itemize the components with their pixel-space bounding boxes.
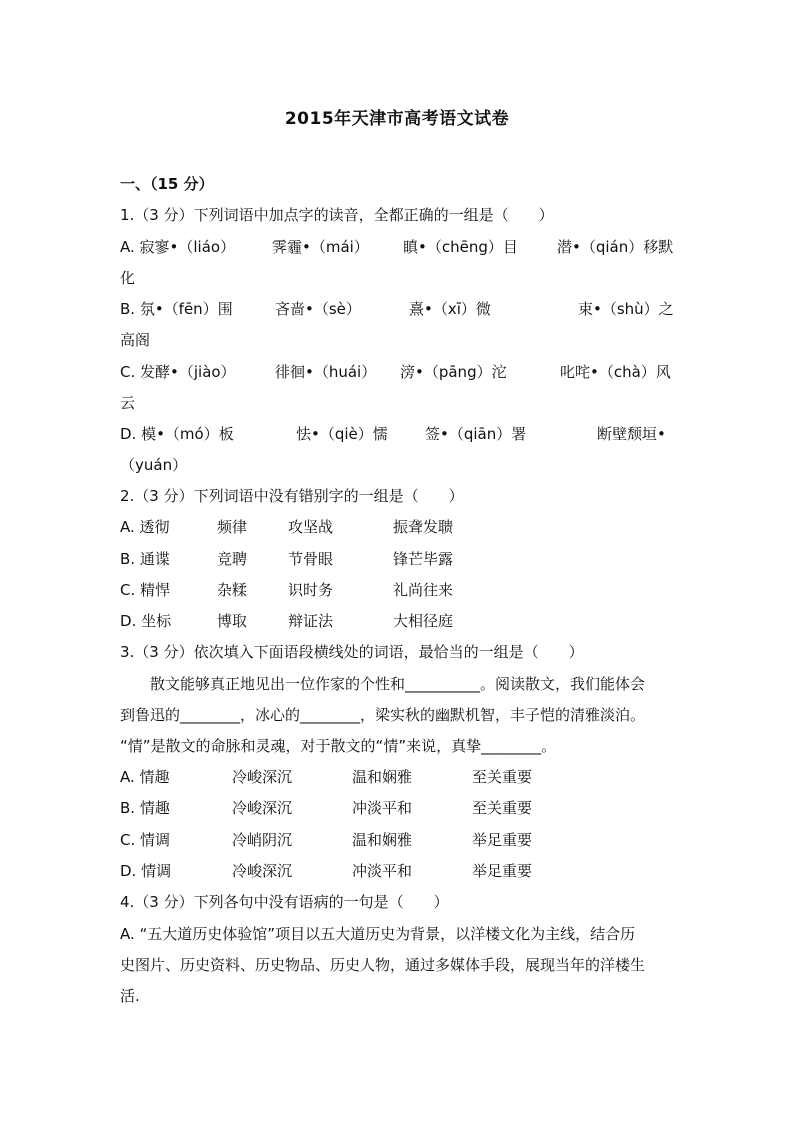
q1-d-item-2: 怯•（qiè）懦 xyxy=(296,425,388,443)
q3-a-item-4: 至关重要 xyxy=(472,768,533,786)
q3-passage-line-1: 散文能够真正地见出一位作家的个性和__________。阅读散文，我们能体会 xyxy=(150,675,646,693)
q1-option-d-cont: （yuán） xyxy=(120,456,188,474)
q1-stem: 1.（3 分）下列词语中加点字的读音，全都正确的一组是（ ） xyxy=(120,206,554,224)
q1-option-b-cont: 高阁 xyxy=(120,331,151,349)
q3-passage-line-3: “情”是散文的命脉和灵魂，对于散文的“情”来说，真挚________。 xyxy=(120,737,557,755)
q1-a-item-4: 潜•（qián）移默 xyxy=(557,238,674,256)
q3-a-item-3: 温和娴雅 xyxy=(352,768,413,786)
q1-d-item-1: D. 模•（mó）板 xyxy=(120,425,234,443)
q3-c-item-1: C. 情调 xyxy=(120,831,171,849)
exam-title: 2015年天津市高考语文试卷 xyxy=(284,109,510,129)
q3-option-d xyxy=(120,859,680,883)
q2-d-item-1: D. 坐标 xyxy=(120,612,172,630)
section-heading: 一、（15 分） xyxy=(120,175,214,193)
q3-option-c xyxy=(120,828,680,852)
q2-option-d xyxy=(120,609,680,633)
q2-option-b xyxy=(120,547,680,571)
q1-b-item-3: 熹•（xī）微 xyxy=(409,300,491,318)
q2-b-item-2: 竞聘 xyxy=(217,550,248,568)
q1-b-item-4: 束•（shù）之 xyxy=(578,300,674,318)
q1-a-item-2: 霁霾•（mái） xyxy=(272,238,369,256)
q1-option-d xyxy=(120,422,680,446)
q1-c-item-1: C. 发酵•（jiào） xyxy=(120,363,236,381)
q3-option-a xyxy=(120,765,680,789)
q2-c-item-3: 识时务 xyxy=(288,581,334,599)
q3-option-b xyxy=(120,796,680,820)
q1-option-c-cont: 云 xyxy=(120,394,136,412)
q2-b-item-1: B. 通谍 xyxy=(120,550,170,568)
q1-d-item-3: 签•（qiān）署 xyxy=(425,425,527,443)
q2-b-item-3: 节骨眼 xyxy=(288,550,334,568)
q3-c-item-3: 温和娴雅 xyxy=(352,831,413,849)
q3-d-item-4: 举足重要 xyxy=(472,862,533,880)
q3-passage-line-2: 到鲁迅的________，冰心的________，梁实秋的幽默机智，丰子恺的清雅淡泊。 xyxy=(120,706,646,724)
q4-stem: 4.（3 分）下列各句中没有语病的一句是（ ） xyxy=(120,893,449,911)
q3-b-item-1: B. 情趣 xyxy=(120,799,170,817)
q2-a-item-1: A. 透彻 xyxy=(120,518,170,536)
q1-c-item-4: 叱咤•（chà）风 xyxy=(560,363,671,381)
q1-a-item-1: A. 寂寥•（liáo） xyxy=(120,238,236,256)
q2-a-item-4: 振聋发聩 xyxy=(393,518,454,536)
q1-b-item-1: B. 氛•（fēn）围 xyxy=(120,300,233,318)
q3-b-item-4: 至关重要 xyxy=(472,799,533,817)
q2-option-c xyxy=(120,578,680,602)
q3-d-item-1: D. 情调 xyxy=(120,862,172,880)
q1-option-a xyxy=(120,235,680,259)
q1-b-item-2: 吝啬•（sè） xyxy=(275,300,361,318)
q2-c-item-4: 礼尚往来 xyxy=(393,581,454,599)
q2-d-item-2: 博取 xyxy=(217,612,248,630)
q1-a-item-3: 瞋•（chēng）目 xyxy=(403,238,518,256)
q2-a-item-3: 攻坚战 xyxy=(288,518,334,536)
q4-option-a-line-2: 史图片、历史资料、历史物品、历史人物，通过多媒体手段，展现当年的洋楼生 xyxy=(120,956,646,974)
q2-a-item-2: 频律 xyxy=(217,518,248,536)
q3-stem: 3.（3 分）依次填入下面语段横线处的词语，最恰当的一组是（ ） xyxy=(120,643,584,661)
q3-c-item-4: 举足重要 xyxy=(472,831,533,849)
q3-b-item-2: 冷峻深沉 xyxy=(232,799,293,817)
q3-d-item-2: 冷峻深沉 xyxy=(232,862,293,880)
q3-d-item-3: 冲淡平和 xyxy=(352,862,413,880)
q2-option-a xyxy=(120,515,680,539)
q2-c-item-2: 杂糅 xyxy=(217,581,248,599)
q2-d-item-3: 辩证法 xyxy=(288,612,334,630)
q1-option-b xyxy=(120,297,680,321)
q3-a-item-2: 冷峻深沉 xyxy=(232,768,293,786)
q2-d-item-4: 大相径庭 xyxy=(393,612,454,630)
q2-b-item-4: 锋芒毕露 xyxy=(393,550,454,568)
q1-c-item-2: 徘徊•（huái） xyxy=(275,363,377,381)
q1-c-item-3: 滂•（pāng）沱 xyxy=(400,363,507,381)
q3-b-item-3: 冲淡平和 xyxy=(352,799,413,817)
q2-stem: 2.（3 分）下列词语中没有错别字的一组是（ ） xyxy=(120,487,464,505)
q1-option-a-cont: 化 xyxy=(120,269,136,287)
q1-d-item-4: 断壁颓垣• xyxy=(597,425,666,443)
q3-c-item-2: 冷峭阴沉 xyxy=(232,831,293,849)
q2-c-item-1: C. 精悍 xyxy=(120,581,171,599)
q4-option-a-line-3: 活. xyxy=(120,987,140,1005)
q3-a-item-1: A. 情趣 xyxy=(120,768,170,786)
q4-option-a-line-1: A. “五大道历史体验馆”项目以五大道历史为背景，以洋楼文化为主线，结合历 xyxy=(120,925,636,943)
q1-option-c xyxy=(120,360,680,384)
